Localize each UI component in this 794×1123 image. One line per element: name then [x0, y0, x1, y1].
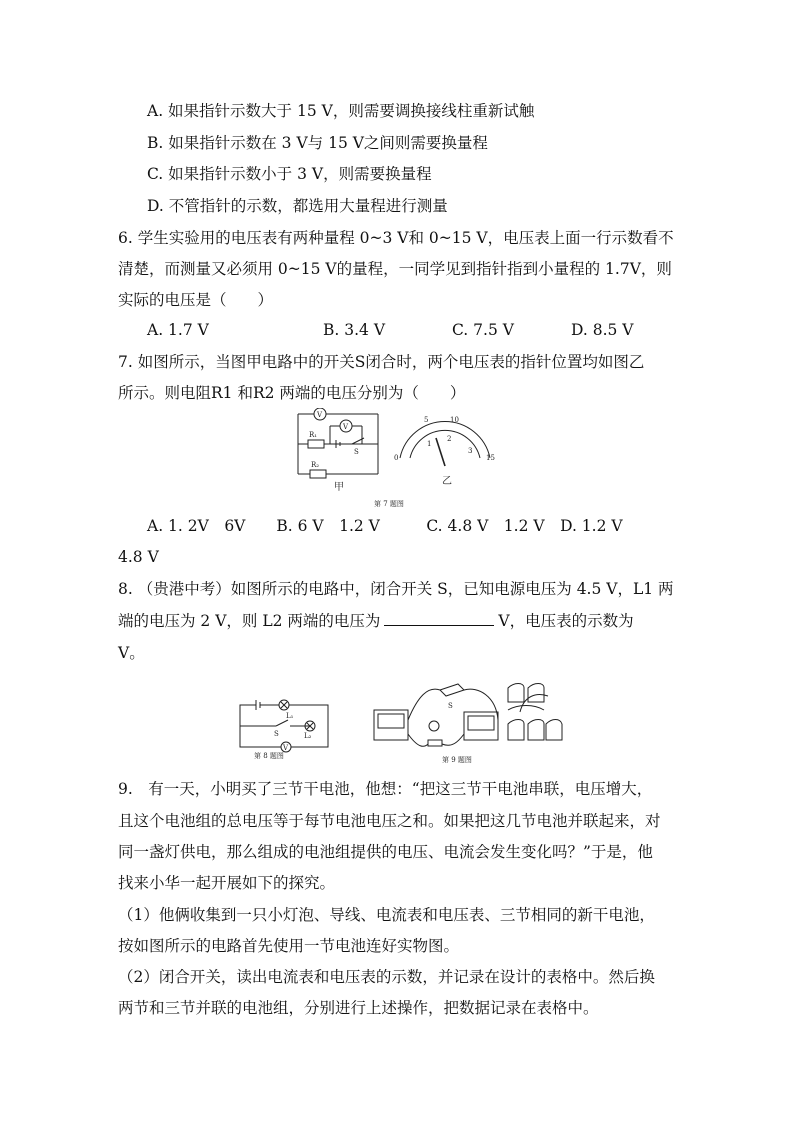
scale-10: 10	[450, 416, 459, 424]
q8-line-2-pre: 端的电压为 2 V，则 L2 两端的电压为	[118, 612, 381, 630]
q9-line-1: 9. 有一天，小明买了三节干电池，他想：“把这三节干电池串联，电压增大，	[118, 780, 653, 798]
q6-choice-d: D. 8.5 V	[571, 321, 634, 339]
q7-line-2: 所示。则电阻R1 和R2 两端的电压分别为（ ）	[118, 384, 466, 402]
r2-resistor-icon	[310, 470, 326, 478]
q7-choices-line-1: A. 1. 2V 6V B. 6 V 1.2 V C. 4.8 V 1.2 V D. 1.2 V	[147, 517, 623, 535]
q6-line-1: 6. 学生实验用的电压表有两种量程 0~3 V和 0~15 V，电压表上面一行示数看不	[118, 229, 674, 247]
q9-line-3: 同一盏灯供电，那么组成的电池组提供的电压、电流会发生变化吗？”于是，他	[118, 843, 653, 861]
label-jia: 甲	[334, 482, 344, 493]
bulb-icon	[429, 721, 439, 731]
q6-choice-c: C. 7.5 V	[452, 321, 514, 339]
scale-1: 1	[427, 440, 432, 448]
q5-option-a: A. 如果指针示数大于 15 V，则需要调换接线柱重新试触	[147, 102, 535, 120]
s-label: S	[354, 448, 359, 456]
scale-0: 0	[394, 454, 399, 462]
scale-5: 5	[424, 416, 429, 424]
q6-line-2: 清楚，而测量又必须用 0~15 V的量程，一同学见到指针指到小量程的 1.7V，则	[118, 260, 672, 278]
r1-label: R₁	[309, 431, 318, 439]
q6-choices	[147, 321, 687, 341]
q8-line-3: V。	[118, 644, 145, 662]
q9-line-2: 且这个电池组的总电压等于每节电池电压之和。如果把这几节电池并联起来，对	[118, 812, 661, 830]
q8-caption: 第 8 题图	[254, 752, 284, 760]
needle-icon	[436, 438, 445, 466]
q7-caption: 第 7 题图	[374, 500, 404, 508]
scale-2: 2	[447, 435, 452, 443]
q9-line-4: 找来小华一起开展如下的探究。	[118, 874, 336, 892]
q7-line-1: 7. 如图所示，当图甲电路中的开关S闭合时，两个电压表的指针位置均如图乙	[118, 353, 645, 371]
q9-step-1-line-2: 按如图所示的电路首先使用一节电池连好实物图。	[118, 937, 460, 955]
l2-label: L₂	[304, 732, 312, 740]
q6-choice-a: A. 1.7 V	[147, 321, 209, 339]
q9-step-2-line-2: 两节和三节并联的电池组，分别进行上述操作，把数据记录在表格中。	[118, 999, 599, 1017]
q6-choice-b: B. 3.4 V	[323, 321, 386, 339]
q7-figure	[290, 408, 500, 512]
q7-choices-line-2: 4.8 V	[118, 548, 159, 566]
v1-label: V	[317, 411, 323, 419]
r2-label: R₂	[311, 461, 320, 469]
q8-line-1: 8. （贵港中考）如图所示的电路中，闭合开关 S，已知电源电压为 4.5 V，L1 两	[118, 580, 674, 598]
q8-line-2	[118, 611, 634, 631]
scale-3: 3	[468, 447, 473, 455]
q8-figure	[236, 690, 336, 760]
s-label: S	[274, 730, 279, 738]
switch-icon	[440, 684, 464, 696]
q8-line-2-post: V，电压表的示数为	[498, 612, 634, 630]
q9-caption: 第 9 题图	[442, 756, 472, 764]
q5-option-c: C. 如果指针示数小于 3 V，则需要换量程	[147, 165, 432, 183]
q9-step-2-line-1: （2）闭合开关，读出电流表和电压表的示数，并记录在设计的表格中。然后换	[118, 968, 655, 986]
scale-15: 15	[486, 454, 495, 462]
q9-figure	[368, 676, 568, 764]
v2-label: V	[343, 423, 349, 431]
l1-label: L₁	[286, 712, 294, 720]
q5-option-b: B. 如果指针示数在 3 V与 15 V之间则需要换量程	[147, 134, 488, 152]
v-label: V	[283, 744, 289, 752]
q8-blank-1	[384, 611, 494, 626]
r1-resistor-icon	[308, 440, 324, 448]
q5-option-d: D. 不管指针的示数，都选用大量程进行测量	[147, 197, 448, 215]
q9-step-1-line-1: （1）他俩收集到一只小灯泡、导线、电流表和电压表、三节相同的新干电池，	[118, 906, 655, 924]
label-yi: 乙	[442, 476, 452, 487]
q6-line-3: 实际的电压是（ ）	[118, 291, 274, 309]
s-label: S	[448, 702, 453, 710]
